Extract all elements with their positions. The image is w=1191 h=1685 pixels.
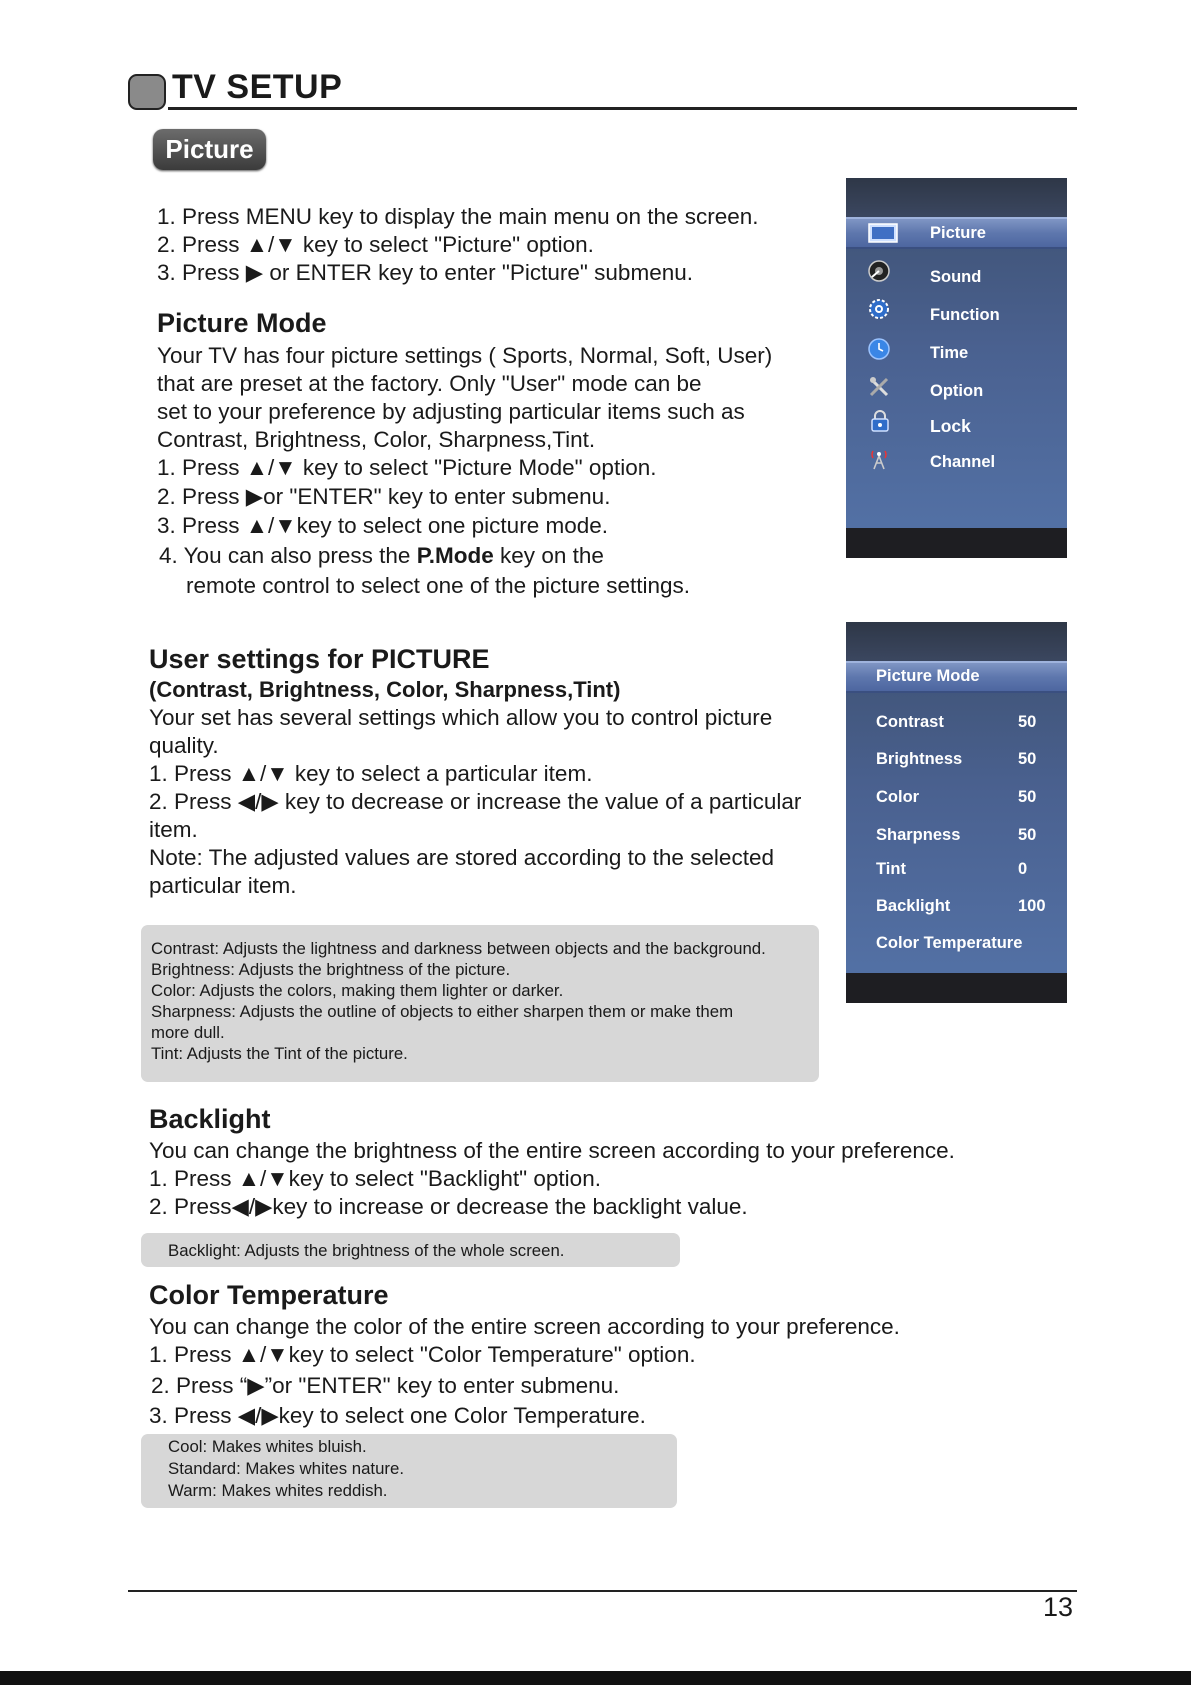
step4-prefix: 4. You can also press the bbox=[159, 543, 417, 568]
picture-mode-line: Contrast, Brightness, Color, Sharpness,Tint. bbox=[157, 427, 596, 452]
note-sharpness-cont: more dull. bbox=[151, 1023, 225, 1042]
picture-mode-heading: Picture Mode bbox=[157, 308, 327, 338]
note-tint: Tint: Adjusts the Tint of the picture. bbox=[151, 1044, 408, 1063]
tv-submenu-sharpness-label[interactable]: Sharpness bbox=[876, 826, 961, 844]
tv-submenu-tint-value: 0 bbox=[1018, 860, 1028, 878]
user-settings-line: 2. Press ◀/▶ key to decrease or increase the value of a particular bbox=[149, 789, 802, 814]
backlight-heading: Backlight bbox=[149, 1104, 271, 1134]
page-number: 13 bbox=[1043, 1592, 1074, 1622]
channel-antenna-icon bbox=[868, 448, 890, 470]
user-settings-line: particular item. bbox=[149, 873, 297, 898]
step4-suffix: key on the bbox=[493, 543, 604, 568]
note-sharpness: Sharpness: Adjusts the outline of objects to either sharpen them or make them bbox=[151, 1002, 734, 1021]
tv-submenu-backlight-label[interactable]: Backlight bbox=[876, 897, 951, 915]
picture-mode-line: set to your preference by adjusting particular items such as bbox=[157, 399, 745, 424]
intro-step: 1. Press MENU key to display the main menu on the screen. bbox=[157, 204, 759, 229]
backlight-line: 1. Press ▲/▼key to select "Backlight" option. bbox=[149, 1166, 601, 1191]
note-standard: Standard: Makes whites nature. bbox=[168, 1459, 404, 1478]
tv-menu-item-channel[interactable]: Channel bbox=[930, 453, 996, 471]
user-settings-line: item. bbox=[149, 817, 198, 842]
note-contrast: Contrast: Adjusts the lightness and darkness between objects and the background. bbox=[151, 939, 766, 958]
lock-icon bbox=[869, 410, 891, 432]
user-settings-line: Your set has several settings which allow you to control picture bbox=[149, 705, 773, 730]
tv-submenu-backlight-value: 100 bbox=[1018, 897, 1046, 915]
header-rule bbox=[168, 107, 1077, 110]
color-temp-heading: Color Temperature bbox=[149, 1280, 389, 1310]
pmode-key: P.Mode bbox=[416, 543, 494, 568]
tv-submenu-contrast-label[interactable]: Contrast bbox=[876, 713, 944, 731]
color-temp-line: 2. Press “▶”or "ENTER" key to enter submenu. bbox=[151, 1373, 620, 1398]
option-tools-icon bbox=[868, 376, 890, 398]
tv-menu-item-lock[interactable]: Lock bbox=[930, 416, 971, 436]
tv-submenu-bottombar bbox=[846, 973, 1067, 1003]
picture-mode-line: 1. Press ▲/▼ key to select "Picture Mode" option. bbox=[157, 455, 657, 480]
tv-menu-item-function[interactable]: Function bbox=[930, 306, 1000, 324]
tv-submenu-color-temp-label[interactable]: Color Temperature bbox=[876, 934, 1023, 952]
user-settings-line: Note: The adjusted values are stored according to the selected bbox=[149, 845, 774, 870]
tv-submenu-sharpness-value: 50 bbox=[1018, 826, 1037, 844]
backlight-line: 2. Press◀/▶key to increase or decrease the backlight value. bbox=[149, 1194, 748, 1219]
tv-submenu-contrast-value: 50 bbox=[1018, 713, 1037, 731]
section-pill-picture: Picture bbox=[153, 129, 266, 170]
note-brightness: Brightness: Adjusts the brightness of the picture. bbox=[151, 960, 511, 979]
tv-menu-topbar bbox=[846, 178, 1067, 218]
function-gear-icon bbox=[868, 298, 890, 320]
tv-menu-item-picture[interactable]: Picture bbox=[930, 224, 986, 242]
color-temp-line: 3. Press ◀/▶key to select one Color Temperature. bbox=[149, 1403, 646, 1428]
note-warm: Warm: Makes whites reddish. bbox=[168, 1481, 388, 1500]
tv-submenu-tint-label[interactable]: Tint bbox=[876, 860, 906, 878]
tv-submenu-brightness-label[interactable]: Brightness bbox=[876, 750, 963, 768]
intro-step: 3. Press ▶ or ENTER key to enter "Picture" submenu. bbox=[157, 260, 693, 285]
picture-mode-line: Your TV has four picture settings ( Sports, Normal, Soft, User) bbox=[157, 343, 773, 368]
tv-menu-item-option[interactable]: Option bbox=[930, 382, 984, 400]
tv-main-menu bbox=[846, 178, 1067, 558]
time-clock-icon bbox=[868, 338, 890, 360]
header-marker-box bbox=[128, 74, 166, 110]
note-color: Color: Adjusts the colors, making them lighter or darker. bbox=[151, 981, 564, 1000]
tv-menu-item-time[interactable]: Time bbox=[930, 344, 969, 362]
color-temp-line: You can change the color of the entire screen according to your preference. bbox=[149, 1314, 900, 1339]
intro-step: 2. Press ▲/▼ key to select "Picture" option. bbox=[157, 232, 594, 257]
picture-mode-line: 2. Press ▶or "ENTER" key to enter submenu. bbox=[157, 484, 611, 509]
tv-menu-item-sound[interactable]: Sound bbox=[930, 268, 982, 286]
backlight-line: You can change the brightness of the entire screen according to your preference. bbox=[149, 1138, 955, 1163]
backlight-note: Backlight: Adjusts the brightness of the whole screen. bbox=[168, 1241, 565, 1260]
picture-mode-step4-line2: remote control to select one of the picture settings. bbox=[186, 573, 691, 598]
user-settings-heading: User settings for PICTURE bbox=[149, 644, 490, 674]
page-title: TV SETUP bbox=[172, 68, 343, 106]
tv-submenu-header[interactable]: Picture Mode bbox=[876, 667, 980, 685]
user-settings-line: 1. Press ▲/▼ key to select a particular item. bbox=[149, 761, 593, 786]
user-settings-subheading: (Contrast, Brightness, Color, Sharpness,Tint) bbox=[149, 677, 621, 702]
scan-bottom-edge bbox=[0, 1671, 1191, 1685]
picture-mode-line: 3. Press ▲/▼key to select one picture mode. bbox=[157, 513, 608, 538]
tv-menu-bottombar bbox=[846, 528, 1067, 558]
color-temp-line: 1. Press ▲/▼key to select "Color Temperature" option. bbox=[149, 1342, 696, 1367]
user-settings-line: quality. bbox=[149, 733, 219, 758]
tv-picture-menu bbox=[846, 622, 1067, 1003]
tv-submenu-brightness-value: 50 bbox=[1018, 750, 1037, 768]
picture-mode-step4 bbox=[159, 543, 604, 569]
sound-icon bbox=[868, 260, 890, 282]
tv-submenu-color-label[interactable]: Color bbox=[876, 788, 920, 806]
footer-rule bbox=[128, 1590, 1077, 1592]
tv-submenu-topbar bbox=[846, 622, 1067, 662]
picture-mode-line: that are preset at the factory. Only "User" mode can be bbox=[157, 371, 702, 396]
tv-submenu-color-value: 50 bbox=[1018, 788, 1037, 806]
picture-icon bbox=[868, 223, 898, 243]
note-cool: Cool: Makes whites bluish. bbox=[168, 1437, 367, 1456]
